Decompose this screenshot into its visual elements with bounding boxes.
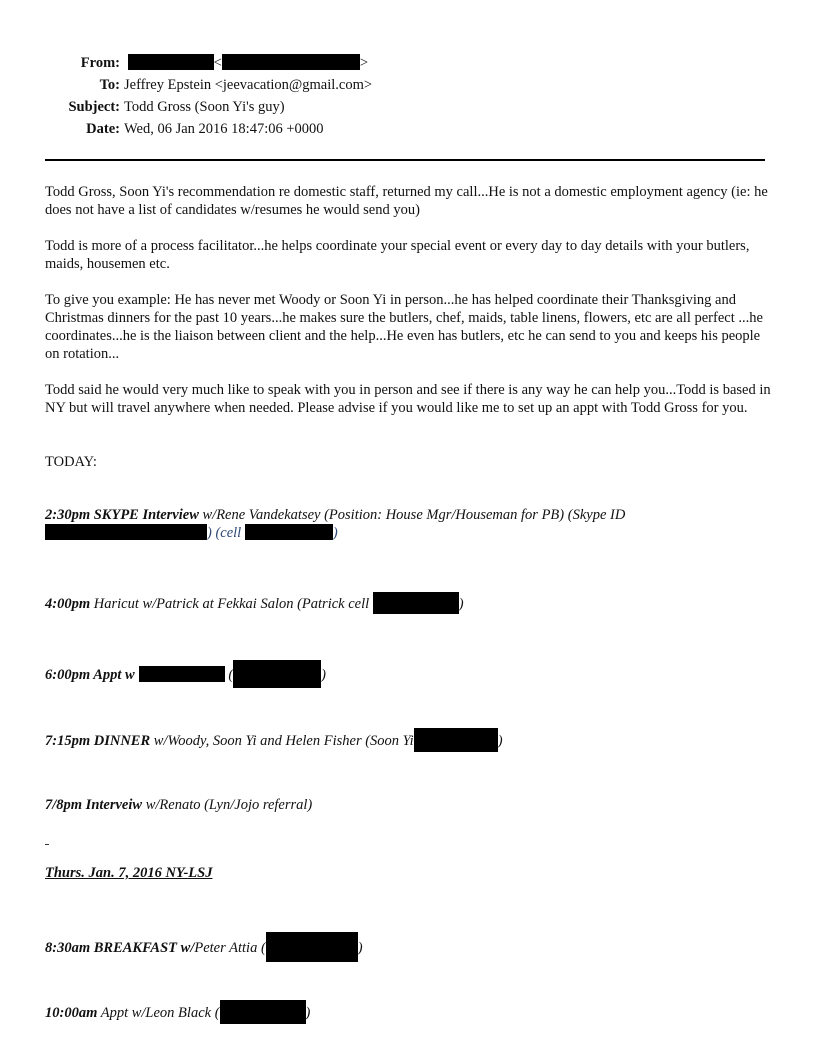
date-label: Date: — [86, 121, 120, 137]
schedule-text: ) — [497, 733, 503, 749]
redaction-box — [45, 524, 207, 540]
header-divider — [45, 159, 765, 161]
schedule-time: 10:00am — [45, 1005, 98, 1021]
date-value: Wed, 06 Jan 2016 18:47:06 +0000 — [124, 121, 324, 137]
to-label: To: — [99, 77, 120, 93]
schedule-text: ) — [458, 596, 464, 612]
header-from-row — [40, 52, 400, 74]
redaction-box — [222, 54, 360, 70]
redaction-box — [245, 524, 333, 540]
redaction-box — [373, 592, 459, 614]
body-paragraph-4: Todd said he would very much like to speak with you in person and see if there is any way he can help you...Todd is based in NY but will travel anywhere when needed. Please advise if you would like me to set up an appt with Todd Gross for you. — [45, 382, 771, 416]
from-gt: > — [359, 55, 368, 71]
schedule-time: 2:30pm SKYPE Interview — [45, 507, 199, 523]
body-paragraph-2: Todd is more of a process facilitator...he helps coordinate your special event or every day to day details with your butlers, maids, housemen etc. — [45, 238, 750, 272]
schedule-text: ) — [305, 1005, 311, 1021]
redaction-box — [233, 660, 321, 688]
subject-value: Todd Gross (Soon Yi's guy) — [124, 99, 285, 115]
redaction-box — [414, 728, 498, 752]
from-lt: < — [213, 55, 222, 71]
schedule-time: 7/8pm Interveiw — [45, 797, 143, 813]
schedule-text: ) — [332, 525, 338, 541]
schedule-item-leon-black — [45, 1000, 775, 1024]
thursday-heading: Thurs. Jan. 7, 2016 NY-LSJ — [45, 865, 213, 881]
stray-mark — [45, 844, 49, 845]
schedule-text: w/Renato (Lyn/Jojo referral) — [142, 797, 313, 813]
schedule-time: 6:00pm Appt w — [45, 667, 135, 683]
redaction-box — [139, 666, 225, 682]
schedule-text: ) — [357, 940, 363, 956]
schedule-item-haircut — [45, 592, 775, 614]
schedule-item-skype — [45, 506, 775, 542]
schedule-time: 8:30am BREAKFAST w/ — [45, 940, 195, 956]
schedule-item-breakfast — [45, 932, 775, 962]
schedule-item-dinner — [45, 728, 775, 752]
schedule-text: ) — [321, 667, 327, 683]
schedule-text: Peter Attia ( — [194, 940, 266, 956]
header-subject-row — [40, 96, 400, 118]
body-paragraph-3: To give you example: He has never met Woody or Soon Yi in person...he has helped coordinate their Thanksgiving and Christmas dinners for the past 10 years...he makes sure the butlers, chef, maids, table linens, flowers, etc are all perfect ...he coordinates...he is the liaison between client and the help...He even has butlers, etc he can send to you and keeps his people on rotation... — [45, 292, 763, 362]
redaction-box — [266, 932, 358, 962]
redaction-box — [220, 1000, 306, 1024]
schedule-item-interview — [45, 796, 775, 814]
today-heading: TODAY: — [45, 454, 97, 470]
schedule-item-appt — [45, 660, 775, 688]
header-to-row — [40, 74, 460, 96]
subject-label: Subject: — [68, 99, 120, 115]
from-label: From: — [80, 55, 120, 71]
schedule-text: Haricut w/Patrick at Fekkai Salon (Patrick cell — [90, 596, 373, 612]
body-paragraph-1: Todd Gross, Soon Yi's recommendation re domestic staff, returned my call...He is not a domestic employment agency (ie: he does not have a list of candidates w/resumes he would send you) — [45, 184, 768, 218]
schedule-text: ( — [224, 667, 234, 683]
schedule-text: w/Woody, Soon Yi and Helen Fisher (Soon Yi — [150, 733, 414, 749]
schedule-text: w/Rene Vandekatsey (Position: House Mgr/Houseman for PB) (Skype ID — [198, 507, 626, 523]
schedule-time: 4:00pm — [45, 596, 91, 612]
schedule-text: Appt w/Leon Black ( — [97, 1005, 220, 1021]
schedule-time: 7:15pm DINNER — [45, 733, 151, 749]
to-value: Jeffrey Epstein <jeevacation@gmail.com> — [124, 77, 373, 93]
header-date-row — [40, 118, 400, 140]
redaction-box — [128, 54, 214, 70]
schedule-text: ) (cell — [207, 525, 245, 541]
from-value — [128, 55, 368, 71]
